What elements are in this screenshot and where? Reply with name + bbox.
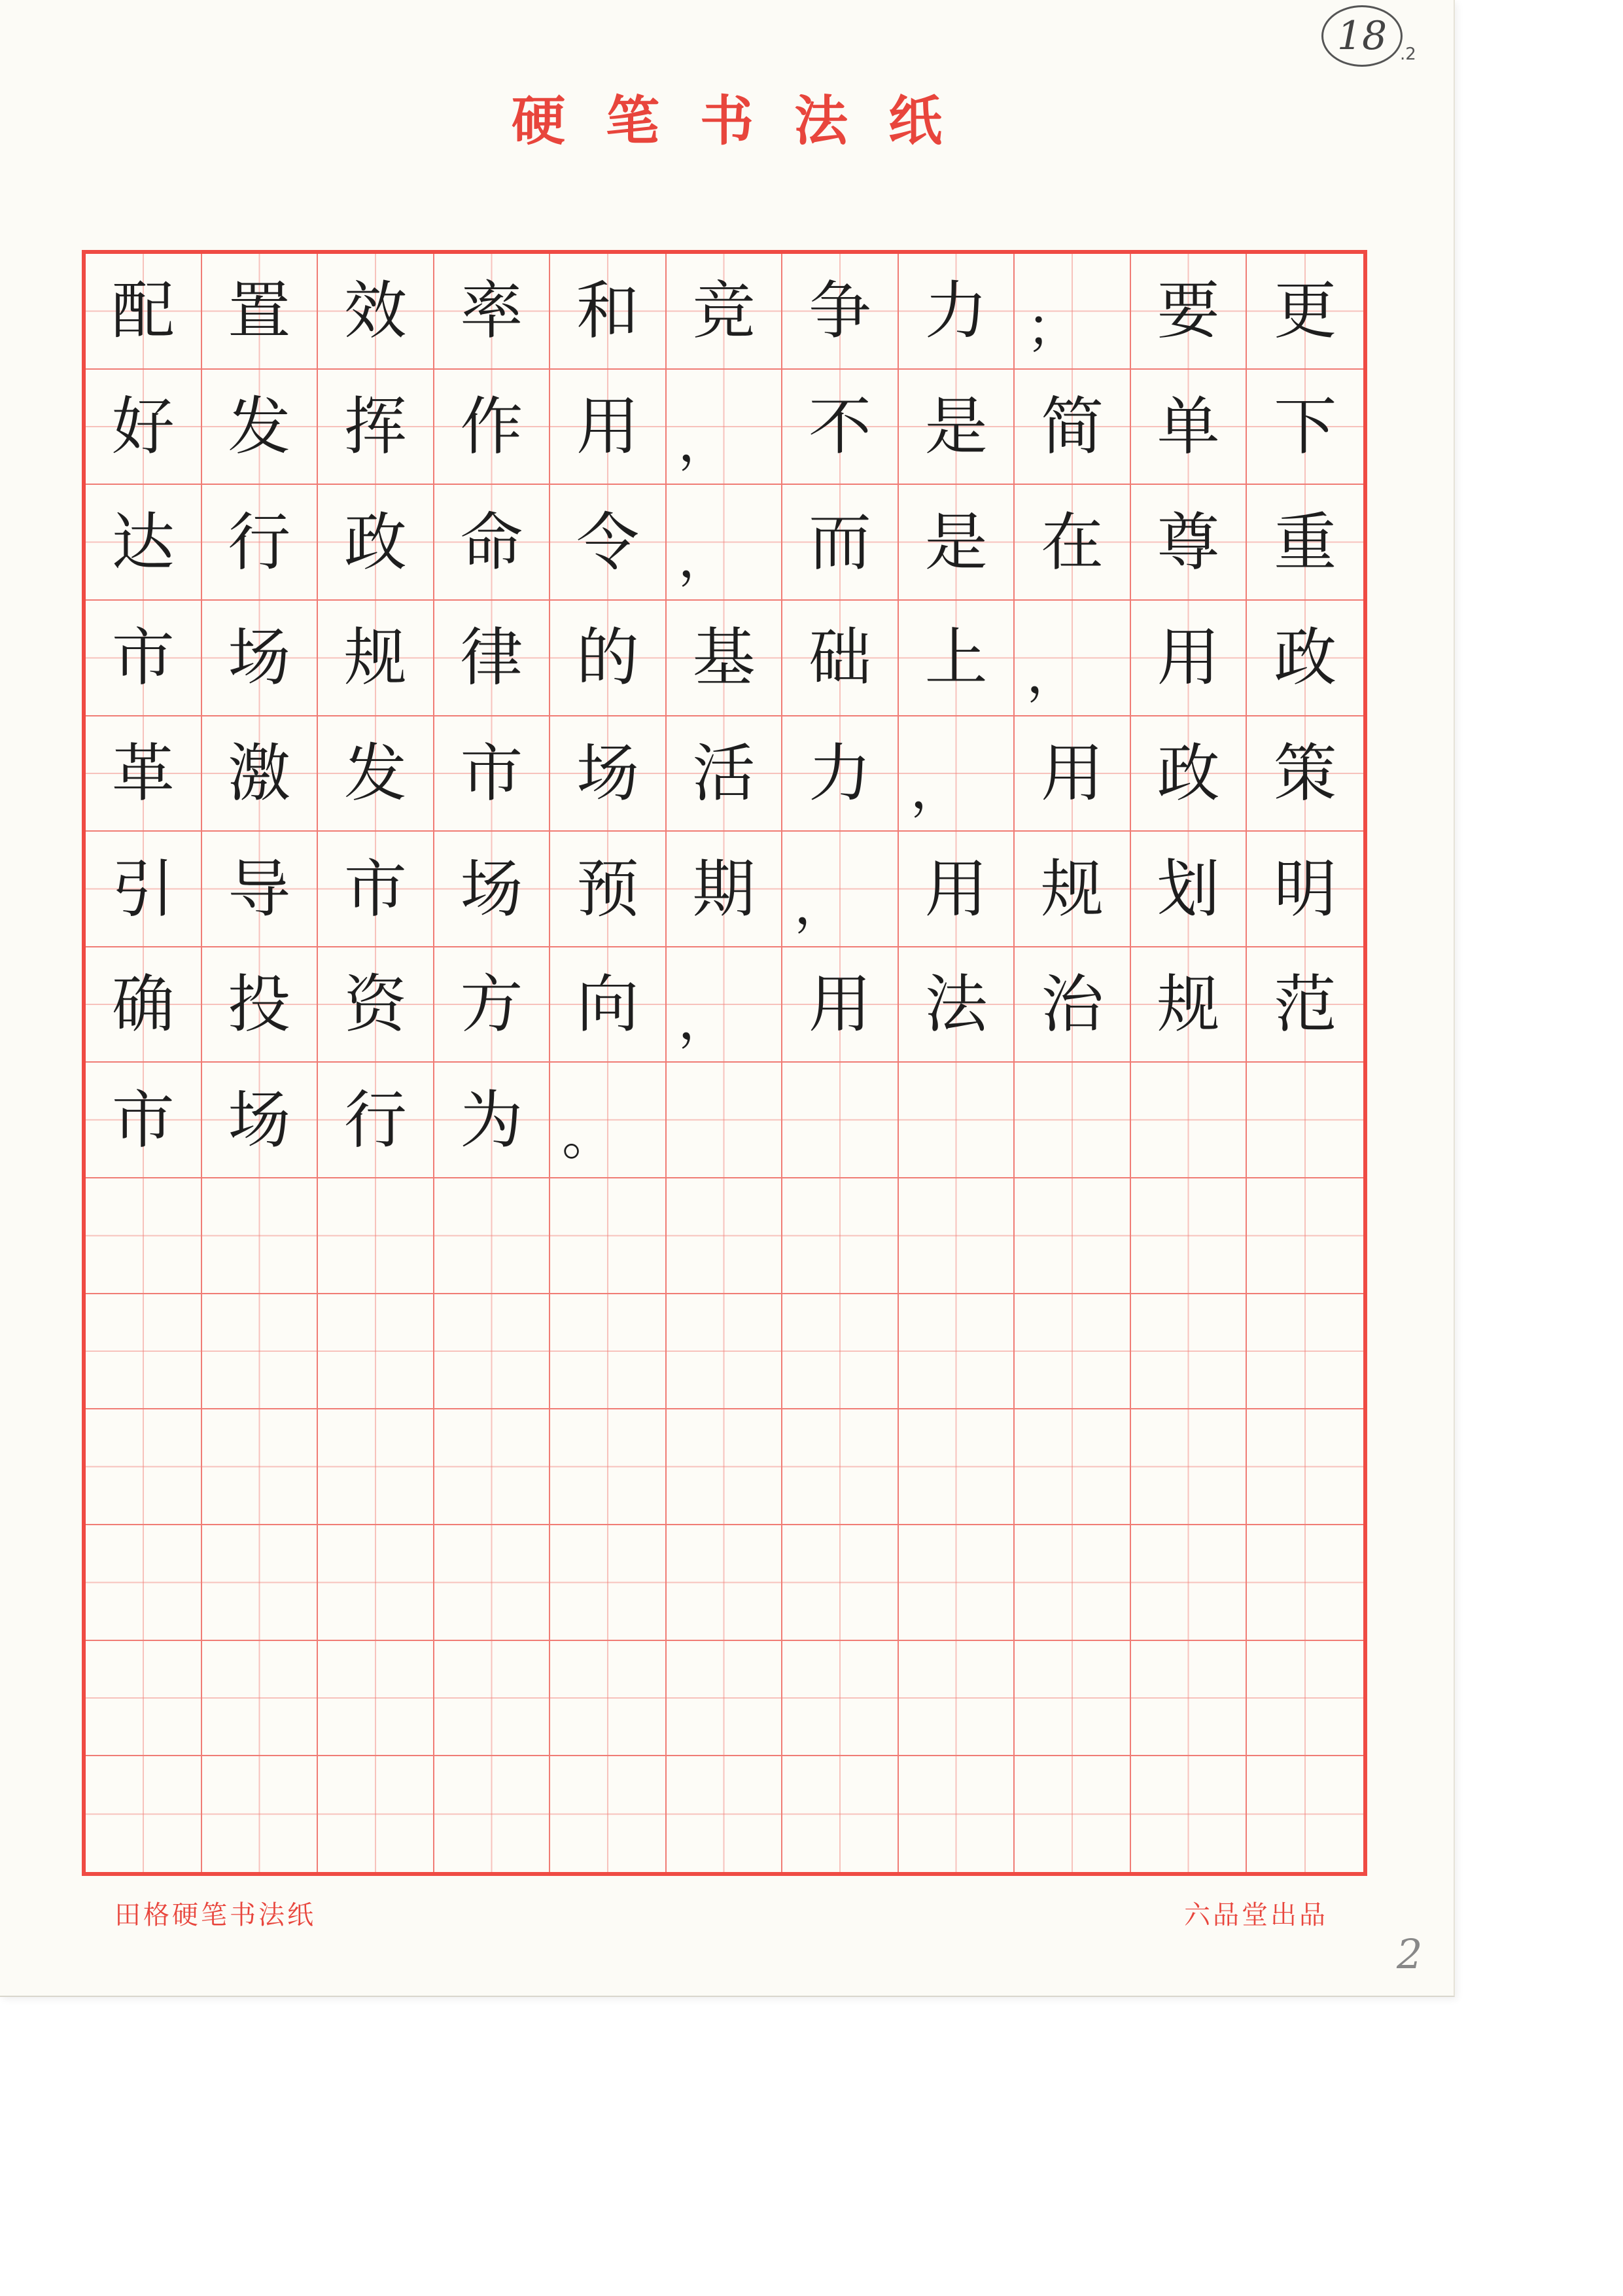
handwritten-character: 法 xyxy=(924,968,988,1042)
grid-cell xyxy=(434,254,551,370)
grid-cell xyxy=(434,1178,551,1294)
grid-cell xyxy=(667,370,783,486)
handwritten-character: 重 xyxy=(1274,505,1337,579)
grid-cell xyxy=(782,1409,899,1525)
handwritten-punctuation: 。 xyxy=(561,1106,614,1167)
grid-cell xyxy=(899,1294,1015,1410)
grid-cell xyxy=(434,485,551,601)
handwritten-character: 令 xyxy=(576,505,639,579)
grid-cell xyxy=(782,947,899,1063)
grid-cell xyxy=(899,601,1015,716)
handwritten-character: 政 xyxy=(343,505,407,579)
grid-cell xyxy=(782,716,899,832)
handwritten-character: 效 xyxy=(343,274,407,348)
grid-cell xyxy=(318,1294,434,1410)
grid-cell xyxy=(318,601,434,716)
grid-cell xyxy=(667,1756,783,1872)
grid-cell xyxy=(86,1294,202,1410)
handwritten-character: 导 xyxy=(228,852,291,926)
grid-cell xyxy=(1247,1525,1363,1641)
grid-cell xyxy=(550,832,667,947)
grid-cell xyxy=(550,254,667,370)
handwritten-character: 预 xyxy=(576,852,639,926)
grid-cell xyxy=(86,716,202,832)
grid-cell xyxy=(667,832,783,947)
grid-cell xyxy=(1015,1063,1131,1178)
handwritten-character: 是 xyxy=(924,389,988,463)
handwritten-character: 市 xyxy=(111,1083,175,1157)
grid-cell xyxy=(1247,716,1363,832)
handwritten-character: 政 xyxy=(1157,736,1220,810)
grid-cell xyxy=(202,1409,319,1525)
grid-cell xyxy=(667,716,783,832)
grid-cell xyxy=(667,1178,783,1294)
grid-cell xyxy=(550,485,667,601)
page-number-circle xyxy=(1321,5,1403,67)
grid-cell xyxy=(86,1409,202,1525)
grid-cell xyxy=(1131,1641,1248,1757)
grid-cell xyxy=(86,1063,202,1178)
grid-cell xyxy=(318,254,434,370)
grid-cell xyxy=(899,370,1015,486)
grid-cell xyxy=(1131,1525,1248,1641)
grid-cell xyxy=(1247,832,1363,947)
grid-cell xyxy=(1247,947,1363,1063)
handwritten-character: 行 xyxy=(343,1083,407,1157)
handwritten-character: 的 xyxy=(576,621,639,695)
grid-cell xyxy=(202,1525,319,1641)
grid-cell xyxy=(1015,254,1131,370)
grid-cell xyxy=(1247,1409,1363,1525)
grid-cell xyxy=(1015,832,1131,947)
grid-cell xyxy=(202,1641,319,1757)
grid-cell xyxy=(550,1409,667,1525)
handwritten-character: 发 xyxy=(343,736,407,810)
grid-cell xyxy=(86,1525,202,1641)
handwritten-character: 基 xyxy=(692,621,756,695)
grid-cell xyxy=(782,1178,899,1294)
grid-cell xyxy=(1247,601,1363,716)
handwritten-character: 力 xyxy=(924,274,988,348)
grid-cell xyxy=(782,832,899,947)
grid-cell xyxy=(434,370,551,486)
handwritten-character: 规 xyxy=(1157,968,1220,1042)
grid-cell xyxy=(899,1525,1015,1641)
grid-cell xyxy=(550,716,667,832)
handwritten-character: 不 xyxy=(809,389,872,463)
handwritten-character: 场 xyxy=(228,621,291,695)
grid-cell xyxy=(86,947,202,1063)
handwritten-character: 规 xyxy=(343,621,407,695)
grid-cell xyxy=(318,832,434,947)
grid-cell xyxy=(667,947,783,1063)
grid-cell xyxy=(667,1409,783,1525)
grid-cell xyxy=(86,254,202,370)
handwritten-character: 场 xyxy=(228,1083,291,1157)
grid-cell xyxy=(86,1178,202,1294)
grid-cell xyxy=(1247,1641,1363,1757)
grid-cell xyxy=(667,1063,783,1178)
handwritten-character: 尊 xyxy=(1157,505,1220,579)
grid-cell xyxy=(550,1525,667,1641)
grid-cell xyxy=(86,370,202,486)
grid-cell xyxy=(86,832,202,947)
handwritten-character: 政 xyxy=(1274,621,1337,695)
handwritten-character: 方 xyxy=(460,968,523,1042)
handwritten-character: 单 xyxy=(1157,389,1220,463)
grid-cell xyxy=(550,601,667,716)
grid-cell xyxy=(202,1063,319,1178)
grid-cell xyxy=(1247,485,1363,601)
grid-cell xyxy=(1247,254,1363,370)
grid-cell xyxy=(1247,370,1363,486)
handwritten-character: 资 xyxy=(343,968,407,1042)
handwritten-character: 律 xyxy=(460,621,523,695)
grid-cell xyxy=(202,601,319,716)
handwritten-character: 市 xyxy=(111,621,175,695)
grid-cell xyxy=(899,254,1015,370)
grid-cell xyxy=(782,1641,899,1757)
grid-cell xyxy=(318,1525,434,1641)
grid-cell xyxy=(202,947,319,1063)
handwritten-character: 好 xyxy=(111,389,175,463)
grid-cell xyxy=(202,832,319,947)
grid-cell xyxy=(1131,1063,1248,1178)
handwritten-character: 治 xyxy=(1041,968,1104,1042)
grid-cell xyxy=(434,1641,551,1757)
grid-cell xyxy=(86,485,202,601)
grid-cell xyxy=(202,254,319,370)
grid-cell xyxy=(899,1409,1015,1525)
grid-cell xyxy=(1131,1294,1248,1410)
handwritten-punctuation: ， xyxy=(910,759,963,821)
grid-cell xyxy=(86,601,202,716)
grid-cell xyxy=(1015,1294,1131,1410)
handwritten-character: 作 xyxy=(460,389,523,463)
handwritten-character: 和 xyxy=(576,274,639,348)
grid-cell xyxy=(434,1756,551,1872)
handwritten-character: 命 xyxy=(460,505,523,579)
handwritten-character: 为 xyxy=(460,1083,523,1157)
handwritten-character: 策 xyxy=(1274,736,1337,810)
handwritten-character: 行 xyxy=(228,505,291,579)
grid-cell xyxy=(202,1756,319,1872)
grid-cell xyxy=(1015,1525,1131,1641)
grid-cell xyxy=(667,254,783,370)
handwritten-character: 活 xyxy=(692,736,756,810)
grid-cell xyxy=(202,370,319,486)
handwritten-character: 础 xyxy=(809,621,872,695)
handwritten-character: 力 xyxy=(809,736,872,810)
handwritten-character: 是 xyxy=(924,505,988,579)
grid-cell xyxy=(202,485,319,601)
grid-cell xyxy=(1247,1063,1363,1178)
grid-cell xyxy=(899,1756,1015,1872)
grid-cell xyxy=(434,832,551,947)
handwritten-character: 用 xyxy=(924,852,988,926)
grid-cell xyxy=(318,716,434,832)
grid-cell xyxy=(1015,485,1131,601)
handwritten-punctuation: ， xyxy=(1026,643,1079,705)
handwritten-character: 市 xyxy=(460,736,523,810)
handwritten-punctuation: ， xyxy=(678,412,731,474)
grid-cell xyxy=(899,832,1015,947)
handwritten-character: 场 xyxy=(576,736,639,810)
grid-cell xyxy=(318,947,434,1063)
grid-cell xyxy=(1015,1178,1131,1294)
grid-cell xyxy=(1131,1756,1248,1872)
handwritten-character: 配 xyxy=(111,274,175,348)
handwritten-character: 范 xyxy=(1274,968,1337,1042)
grid-cell xyxy=(782,254,899,370)
handwritten-character: 引 xyxy=(111,852,175,926)
handwritten-character: 激 xyxy=(228,736,291,810)
grid-cell xyxy=(1131,370,1248,486)
grid-cell xyxy=(434,1525,551,1641)
grid-cell xyxy=(550,1294,667,1410)
grid-cell xyxy=(1131,1409,1248,1525)
grid-cell xyxy=(1015,370,1131,486)
grid-cell xyxy=(318,1063,434,1178)
grid-cell xyxy=(899,1178,1015,1294)
handwritten-punctuation: ， xyxy=(678,990,731,1051)
handwritten-character: 达 xyxy=(111,505,175,579)
handwritten-character: 市 xyxy=(343,852,407,926)
grid-cell xyxy=(1131,601,1248,716)
grid-cell xyxy=(1247,1178,1363,1294)
grid-cell xyxy=(434,601,551,716)
handwritten-character: 率 xyxy=(460,274,523,348)
handwritten-character: 在 xyxy=(1041,505,1104,579)
grid-cell xyxy=(899,947,1015,1063)
handwritten-character: 用 xyxy=(809,968,872,1042)
grid-cell xyxy=(550,1756,667,1872)
grid-cell xyxy=(434,716,551,832)
grid-cell xyxy=(550,947,667,1063)
grid-cell xyxy=(782,370,899,486)
grid-cell xyxy=(550,1178,667,1294)
grid-cell xyxy=(667,485,783,601)
grid-cell xyxy=(1015,1409,1131,1525)
handwritten-character: 更 xyxy=(1274,274,1337,348)
grid-cell xyxy=(1131,485,1248,601)
grid-cell xyxy=(1015,1756,1131,1872)
grid-cell xyxy=(1015,601,1131,716)
grid-cell xyxy=(202,716,319,832)
footer-publisher: 六品堂出品 xyxy=(1184,1900,1328,1930)
page-number-suffix: .2 xyxy=(1400,44,1416,64)
grid-cell xyxy=(1015,947,1131,1063)
grid-cell xyxy=(782,1756,899,1872)
handwritten-character: 投 xyxy=(228,968,291,1042)
grid-cell xyxy=(434,947,551,1063)
grid-cell xyxy=(782,1294,899,1410)
grid-cell xyxy=(318,485,434,601)
grid-cell xyxy=(318,1641,434,1757)
grid-cell xyxy=(667,1294,783,1410)
handwritten-character: 上 xyxy=(924,621,988,695)
grid-cell xyxy=(550,1641,667,1757)
grid-cell xyxy=(434,1409,551,1525)
grid-cell xyxy=(86,1641,202,1757)
handwritten-character: 规 xyxy=(1041,852,1104,926)
page-number: 18 xyxy=(1336,13,1387,59)
grid-cell xyxy=(899,485,1015,601)
handwritten-character: 争 xyxy=(809,274,872,348)
grid-cell xyxy=(318,370,434,486)
paper-title: 硬笔书法纸 xyxy=(511,90,983,152)
grid-cell xyxy=(1131,832,1248,947)
grid-cell xyxy=(782,485,899,601)
handwritten-character: 确 xyxy=(111,968,175,1042)
handwritten-character: 期 xyxy=(692,852,756,926)
handwritten-character: 置 xyxy=(228,274,291,348)
handwritten-punctuation: ， xyxy=(678,527,731,589)
handwritten-character: 划 xyxy=(1157,852,1220,926)
grid-cell xyxy=(899,1063,1015,1178)
handwritten-character: 而 xyxy=(809,505,872,579)
grid-cell xyxy=(667,1525,783,1641)
grid-cell xyxy=(1015,716,1131,832)
handwritten-character: 用 xyxy=(576,389,639,463)
handwritten-character: 革 xyxy=(111,736,175,810)
grid-cell xyxy=(1015,1641,1131,1757)
handwritten-character: 要 xyxy=(1157,274,1220,348)
grid-cell xyxy=(899,716,1015,832)
handwritten-character: 挥 xyxy=(343,389,407,463)
grid-cell xyxy=(667,1641,783,1757)
grid-cell xyxy=(550,1063,667,1178)
grid-cell xyxy=(318,1178,434,1294)
grid-cell xyxy=(1247,1294,1363,1410)
grid-cell xyxy=(202,1294,319,1410)
handwritten-character: 简 xyxy=(1041,389,1104,463)
grid-cell xyxy=(899,1641,1015,1757)
grid-cell xyxy=(1131,716,1248,832)
grid-cell xyxy=(318,1756,434,1872)
grid-cell xyxy=(1247,1756,1363,1872)
tian-grid xyxy=(82,250,1367,1876)
grid-cell xyxy=(86,1756,202,1872)
handwritten-character: 明 xyxy=(1274,852,1337,926)
handwritten-character: 用 xyxy=(1157,621,1220,695)
grid-cell xyxy=(550,370,667,486)
corner-handwritten-mark: 2 xyxy=(1397,1930,1423,1978)
grid-cell xyxy=(1131,947,1248,1063)
handwritten-character: 向 xyxy=(576,968,639,1042)
handwritten-punctuation: ； xyxy=(1026,296,1079,358)
handwritten-character: 场 xyxy=(460,852,523,926)
handwritten-character: 下 xyxy=(1274,389,1337,463)
grid-cell xyxy=(434,1294,551,1410)
grid-cell xyxy=(782,601,899,716)
handwritten-character: 竞 xyxy=(692,274,756,348)
grid-cell xyxy=(202,1178,319,1294)
handwritten-character: 发 xyxy=(228,389,291,463)
grid-cell xyxy=(434,1063,551,1178)
grid-cell xyxy=(667,601,783,716)
grid-cell xyxy=(1131,254,1248,370)
grid-cell xyxy=(782,1063,899,1178)
grid-cell xyxy=(318,1409,434,1525)
footer-paper-type: 田格硬笔书法纸 xyxy=(114,1900,316,1930)
grid-cell xyxy=(1131,1178,1248,1294)
handwritten-punctuation: ， xyxy=(794,874,847,936)
grid-cell xyxy=(782,1525,899,1641)
handwritten-character: 用 xyxy=(1041,736,1104,810)
